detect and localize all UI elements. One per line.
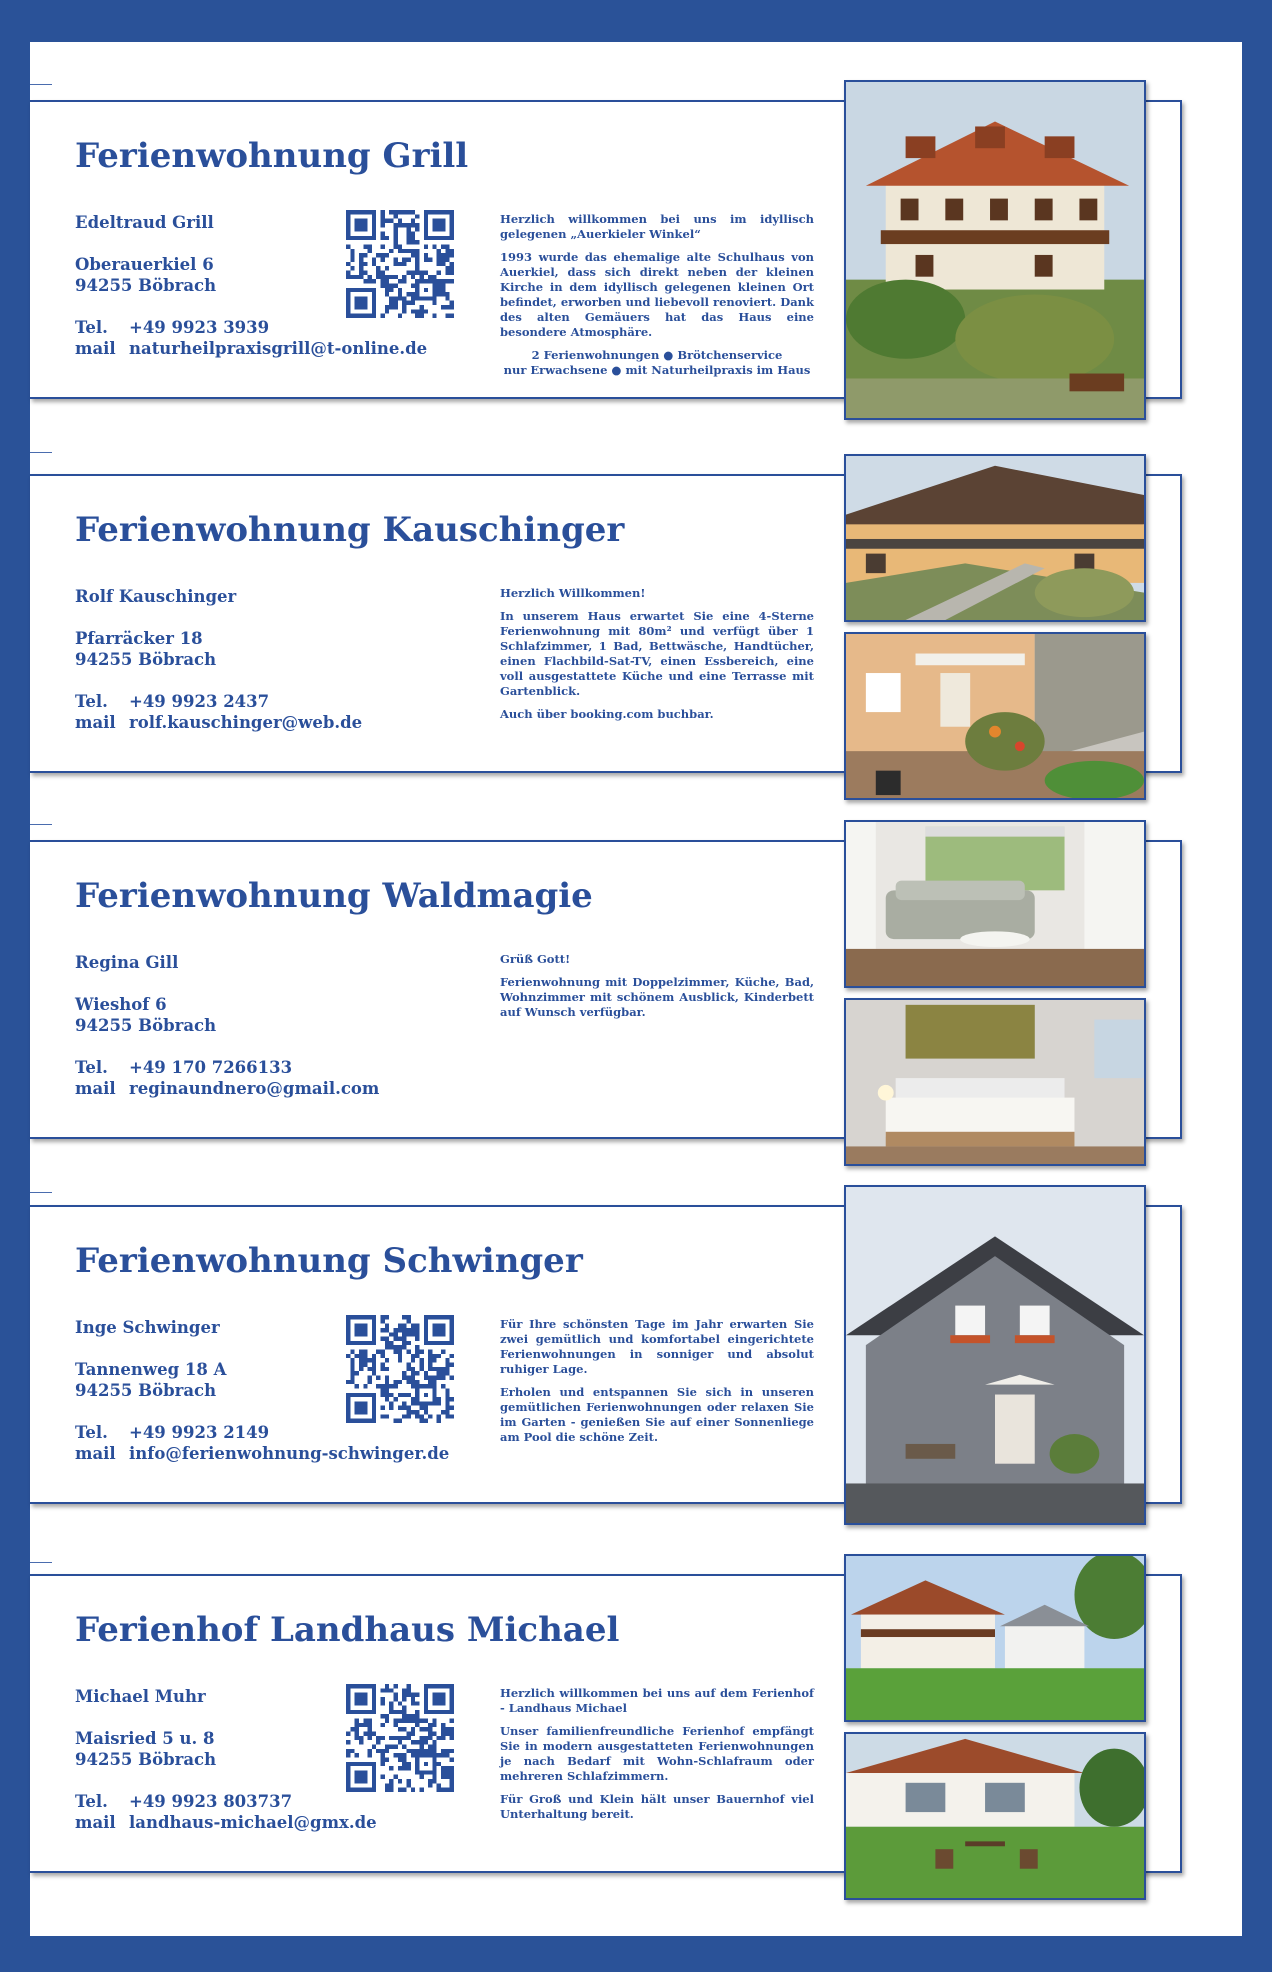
listing-title: Ferienwohnung Grill [75,136,469,176]
phone-line [75,318,269,337]
phone-line [75,1423,269,1442]
mail-line [75,1444,449,1463]
description [500,1686,814,1830]
phone-label: Tel. [75,1058,108,1077]
description-paragraph: Herzlich willkommen bei uns im idyllisch gelegenen „Auerkieler Winkel“ [500,212,814,241]
description-paragraph: Ferienwohnung mit Doppelzimmer, Küche, Bad, Wohnzimmer mit schönem Ausblick, Kinderbett auf Wunsch verfügbar. [500,975,814,1019]
description-paragraph: Auch über booking.com buchbar. [500,707,714,721]
mail-line [75,1813,377,1832]
street-address: Tannenweg 18 A [75,1360,227,1379]
bedroom-photo [844,998,1146,1166]
description [500,212,814,386]
phone-number[interactable]: +49 9923 3939 [129,318,270,337]
owner-name: Michael Muhr [75,1687,206,1706]
description [500,952,814,1028]
listing-card [30,820,1180,1120]
phone-label: Tel. [75,1423,108,1442]
email-address[interactable]: landhaus-michael@gmx.de [129,1813,377,1832]
listing-title: Ferienwohnung Schwinger [75,1241,583,1281]
street-address: Maisried 5 u. 8 [75,1729,215,1748]
features-line: 2 Ferienwohnungen ● Brötchenservice [531,348,783,362]
phone-number[interactable]: +49 9923 803737 [129,1792,293,1811]
description [500,586,814,730]
city-address: 94255 Böbrach [75,276,217,295]
mail-label: mail [75,1079,116,1098]
street-address: Wieshof 6 [75,995,167,1014]
qr-code[interactable] [346,1315,454,1423]
phone-line [75,1058,292,1077]
street-address: Oberauerkiel 6 [75,255,214,274]
features-text [500,348,814,378]
description-paragraph: Für Groß und Klein hält unser Bauernhof viel Unterhaltung bereit. [500,1792,814,1821]
brochure-page [30,42,1242,1936]
description-paragraph: 1993 wurde das ehemalige alte Schulhaus von Auerkiel, dass sich direkt neben der kleinen Kirche in dem idyllisch gelegenen kleinen Ort befindet, erworben und liebevoll renoviert. Dank des alten Gemäuers hat das Haus eine besondere Atmosphäre. [500,250,814,339]
email-address[interactable]: naturheilpraxisgrill@t-online.de [129,339,428,358]
phone-number[interactable]: +49 9923 2437 [129,692,270,711]
phone-label: Tel. [75,318,108,337]
description-paragraph: Für Ihre schönsten Tage im Jahr erwarten Sie zwei gemütlich und komfortabel eingerichtete Ferienwohnungen in sonniger und absolut ruhiger Lage. [500,1317,814,1376]
qr-code[interactable] [346,1684,454,1792]
phone-number[interactable]: +49 170 7266133 [129,1058,293,1077]
street-address: Pfarräcker 18 [75,629,203,648]
phone-line [75,1792,292,1811]
city-address: 94255 Böbrach [75,1750,217,1769]
farmhouse-photo [844,1554,1146,1722]
house-photo [844,1185,1146,1525]
email-address[interactable]: rolf.kauschinger@web.de [129,713,363,732]
phone-number[interactable]: +49 9923 2149 [129,1423,270,1442]
city-address: 94255 Böbrach [75,650,217,669]
listing-title: Ferienwohnung Kauschinger [75,510,625,550]
phone-label: Tel. [75,692,108,711]
mail-label: mail [75,713,116,732]
listing-card [30,1554,1180,1854]
qr-code[interactable] [346,210,454,318]
garden-photo [844,1732,1146,1900]
description [500,1317,814,1453]
mail-line [75,339,427,358]
listing-card [30,454,1180,754]
description-paragraph: Herzlich Willkommen! [500,586,646,600]
owner-name: Rolf Kauschinger [75,587,237,606]
city-address: 94255 Böbrach [75,1381,217,1400]
description-paragraph: Grüß Gott! [500,952,571,966]
terrace-photo [844,632,1146,800]
house-photo [844,80,1146,420]
listing-card [30,80,1180,380]
description-paragraph: In unserem Haus erwartet Sie eine 4-Sterne Ferienwohnung mit 80m² und verfügt über 1 Schlafzimmer, 1 Bad, Bettwäsche, Handtücher, einen Flachbild-Sat-TV, einen Essbereich, eine voll ausgestattete Küche und eine Terrasse mit Gartenblick. [500,609,814,698]
listing-card [30,1185,1180,1485]
listing-title: Ferienwohnung Waldmagie [75,876,593,916]
phone-label: Tel. [75,1792,108,1811]
mail-label: mail [75,1813,116,1832]
owner-name: Edeltraud Grill [75,213,214,232]
email-address[interactable]: reginaundnero@gmail.com [129,1079,380,1098]
mail-label: mail [75,1444,116,1463]
description-paragraph: Herzlich willkommen bei uns auf dem Ferienhof - Landhaus Michael [500,1686,814,1715]
description-paragraph: Erholen und entspannen Sie sich in unseren gemütlichen Ferienwohnungen oder relaxen Sie im Garten - genießen Sie auf einer Sonnenliege am Pool die schöne Zeit. [500,1385,814,1444]
mail-label: mail [75,339,116,358]
living-room-photo [844,820,1146,988]
mail-line [75,713,362,732]
listing-title: Ferienhof Landhaus Michael [75,1610,620,1650]
owner-name: Regina Gill [75,953,179,972]
house-photo [844,454,1146,622]
features-line: nur Erwachsene ● mit Naturheilpraxis im Haus [503,363,811,377]
phone-line [75,692,269,711]
city-address: 94255 Böbrach [75,1016,217,1035]
owner-name: Inge Schwinger [75,1318,220,1337]
description-paragraph: Unser familienfreundliche Ferienhof empfängt Sie in modern ausgestatteten Ferienwohnungen je nach Bedarf mit Wohn-Schlafraum oder mehreren Schlafzimmern. [500,1724,814,1783]
email-address[interactable]: info@ferienwohnung-schwinger.de [129,1444,450,1463]
mail-line [75,1079,379,1098]
